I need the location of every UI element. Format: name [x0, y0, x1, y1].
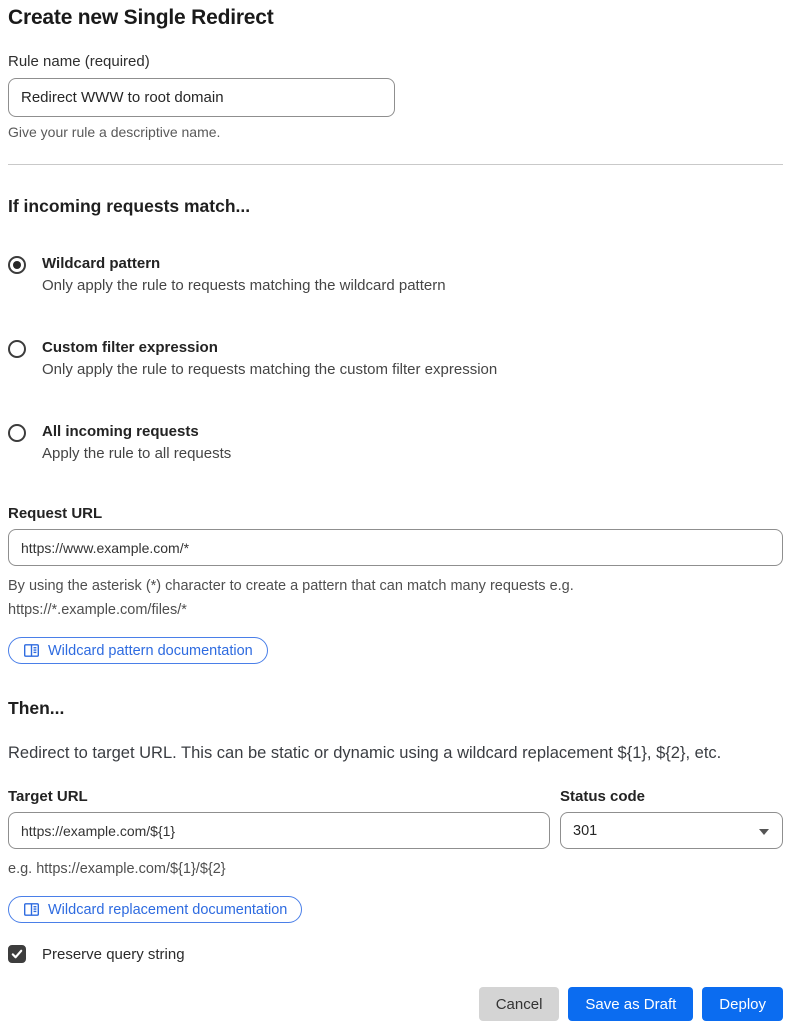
wildcard-pattern-docs-label: Wildcard pattern documentation	[48, 642, 253, 659]
radio-option-custom-filter[interactable]	[8, 339, 783, 378]
rule-name-input[interactable]	[8, 78, 395, 117]
target-url-help: e.g. https://example.com/${1}/${2}	[8, 861, 226, 877]
deploy-button[interactable]: Deploy	[702, 987, 783, 1021]
book-icon	[23, 901, 40, 918]
cancel-button[interactable]: Cancel	[479, 987, 560, 1021]
radio-option-wildcard-pattern[interactable]	[8, 255, 783, 294]
radio-label: All incoming requests	[42, 423, 199, 440]
request-url-input[interactable]	[8, 529, 783, 566]
radio-description: Apply the rule to all requests	[42, 445, 232, 462]
radio-description: Only apply the rule to requests matching the wildcard pattern	[42, 277, 446, 294]
rule-name-help: Give your rule a descriptive name.	[8, 124, 221, 140]
status-code-select[interactable]	[560, 812, 783, 849]
then-section-heading: Then...	[8, 698, 65, 718]
footer-actions	[8, 987, 783, 1021]
page-title: Create new Single Redirect	[8, 6, 274, 29]
request-url-label: Request URL	[8, 505, 103, 522]
preserve-query-string-label: Preserve query string	[42, 945, 185, 963]
target-url-label: Target URL	[8, 788, 88, 805]
radio-option-all-requests[interactable]	[8, 423, 783, 462]
checkbox-icon[interactable]	[8, 945, 26, 963]
status-code-value: 301	[573, 822, 598, 839]
radio-button-icon[interactable]	[8, 256, 26, 274]
rule-name-label: Rule name (required)	[8, 53, 150, 70]
wildcard-replacement-docs-button[interactable]	[8, 896, 302, 923]
book-icon	[23, 642, 40, 659]
radio-label: Custom filter expression	[42, 339, 218, 356]
radio-description: Only apply the rule to requests matching the custom filter expression	[42, 361, 498, 378]
save-as-draft-button[interactable]: Save as Draft	[568, 987, 693, 1021]
chevron-down-icon	[759, 829, 769, 835]
then-section-description: Redirect to target URL. This can be static or dynamic using a wildcard replacement ${1}, ${2}, etc.	[8, 744, 722, 762]
section-divider	[8, 164, 783, 165]
radio-label: Wildcard pattern	[42, 255, 161, 272]
request-url-help: By using the asterisk (*) character to create a pattern that can match many requests e.g. https://*.example.com/files/*	[8, 578, 574, 618]
wildcard-replacement-docs-label: Wildcard replacement documentation	[48, 901, 288, 918]
status-code-label: Status code	[560, 788, 646, 805]
radio-button-icon[interactable]	[8, 424, 26, 442]
target-url-input[interactable]	[8, 812, 550, 849]
preserve-query-string-row[interactable]	[8, 945, 783, 963]
match-type-radio-group	[8, 255, 783, 462]
wildcard-pattern-docs-button[interactable]	[8, 637, 268, 664]
match-section-heading: If incoming requests match...	[8, 196, 251, 216]
radio-button-icon[interactable]	[8, 340, 26, 358]
target-and-status-row	[8, 788, 783, 881]
